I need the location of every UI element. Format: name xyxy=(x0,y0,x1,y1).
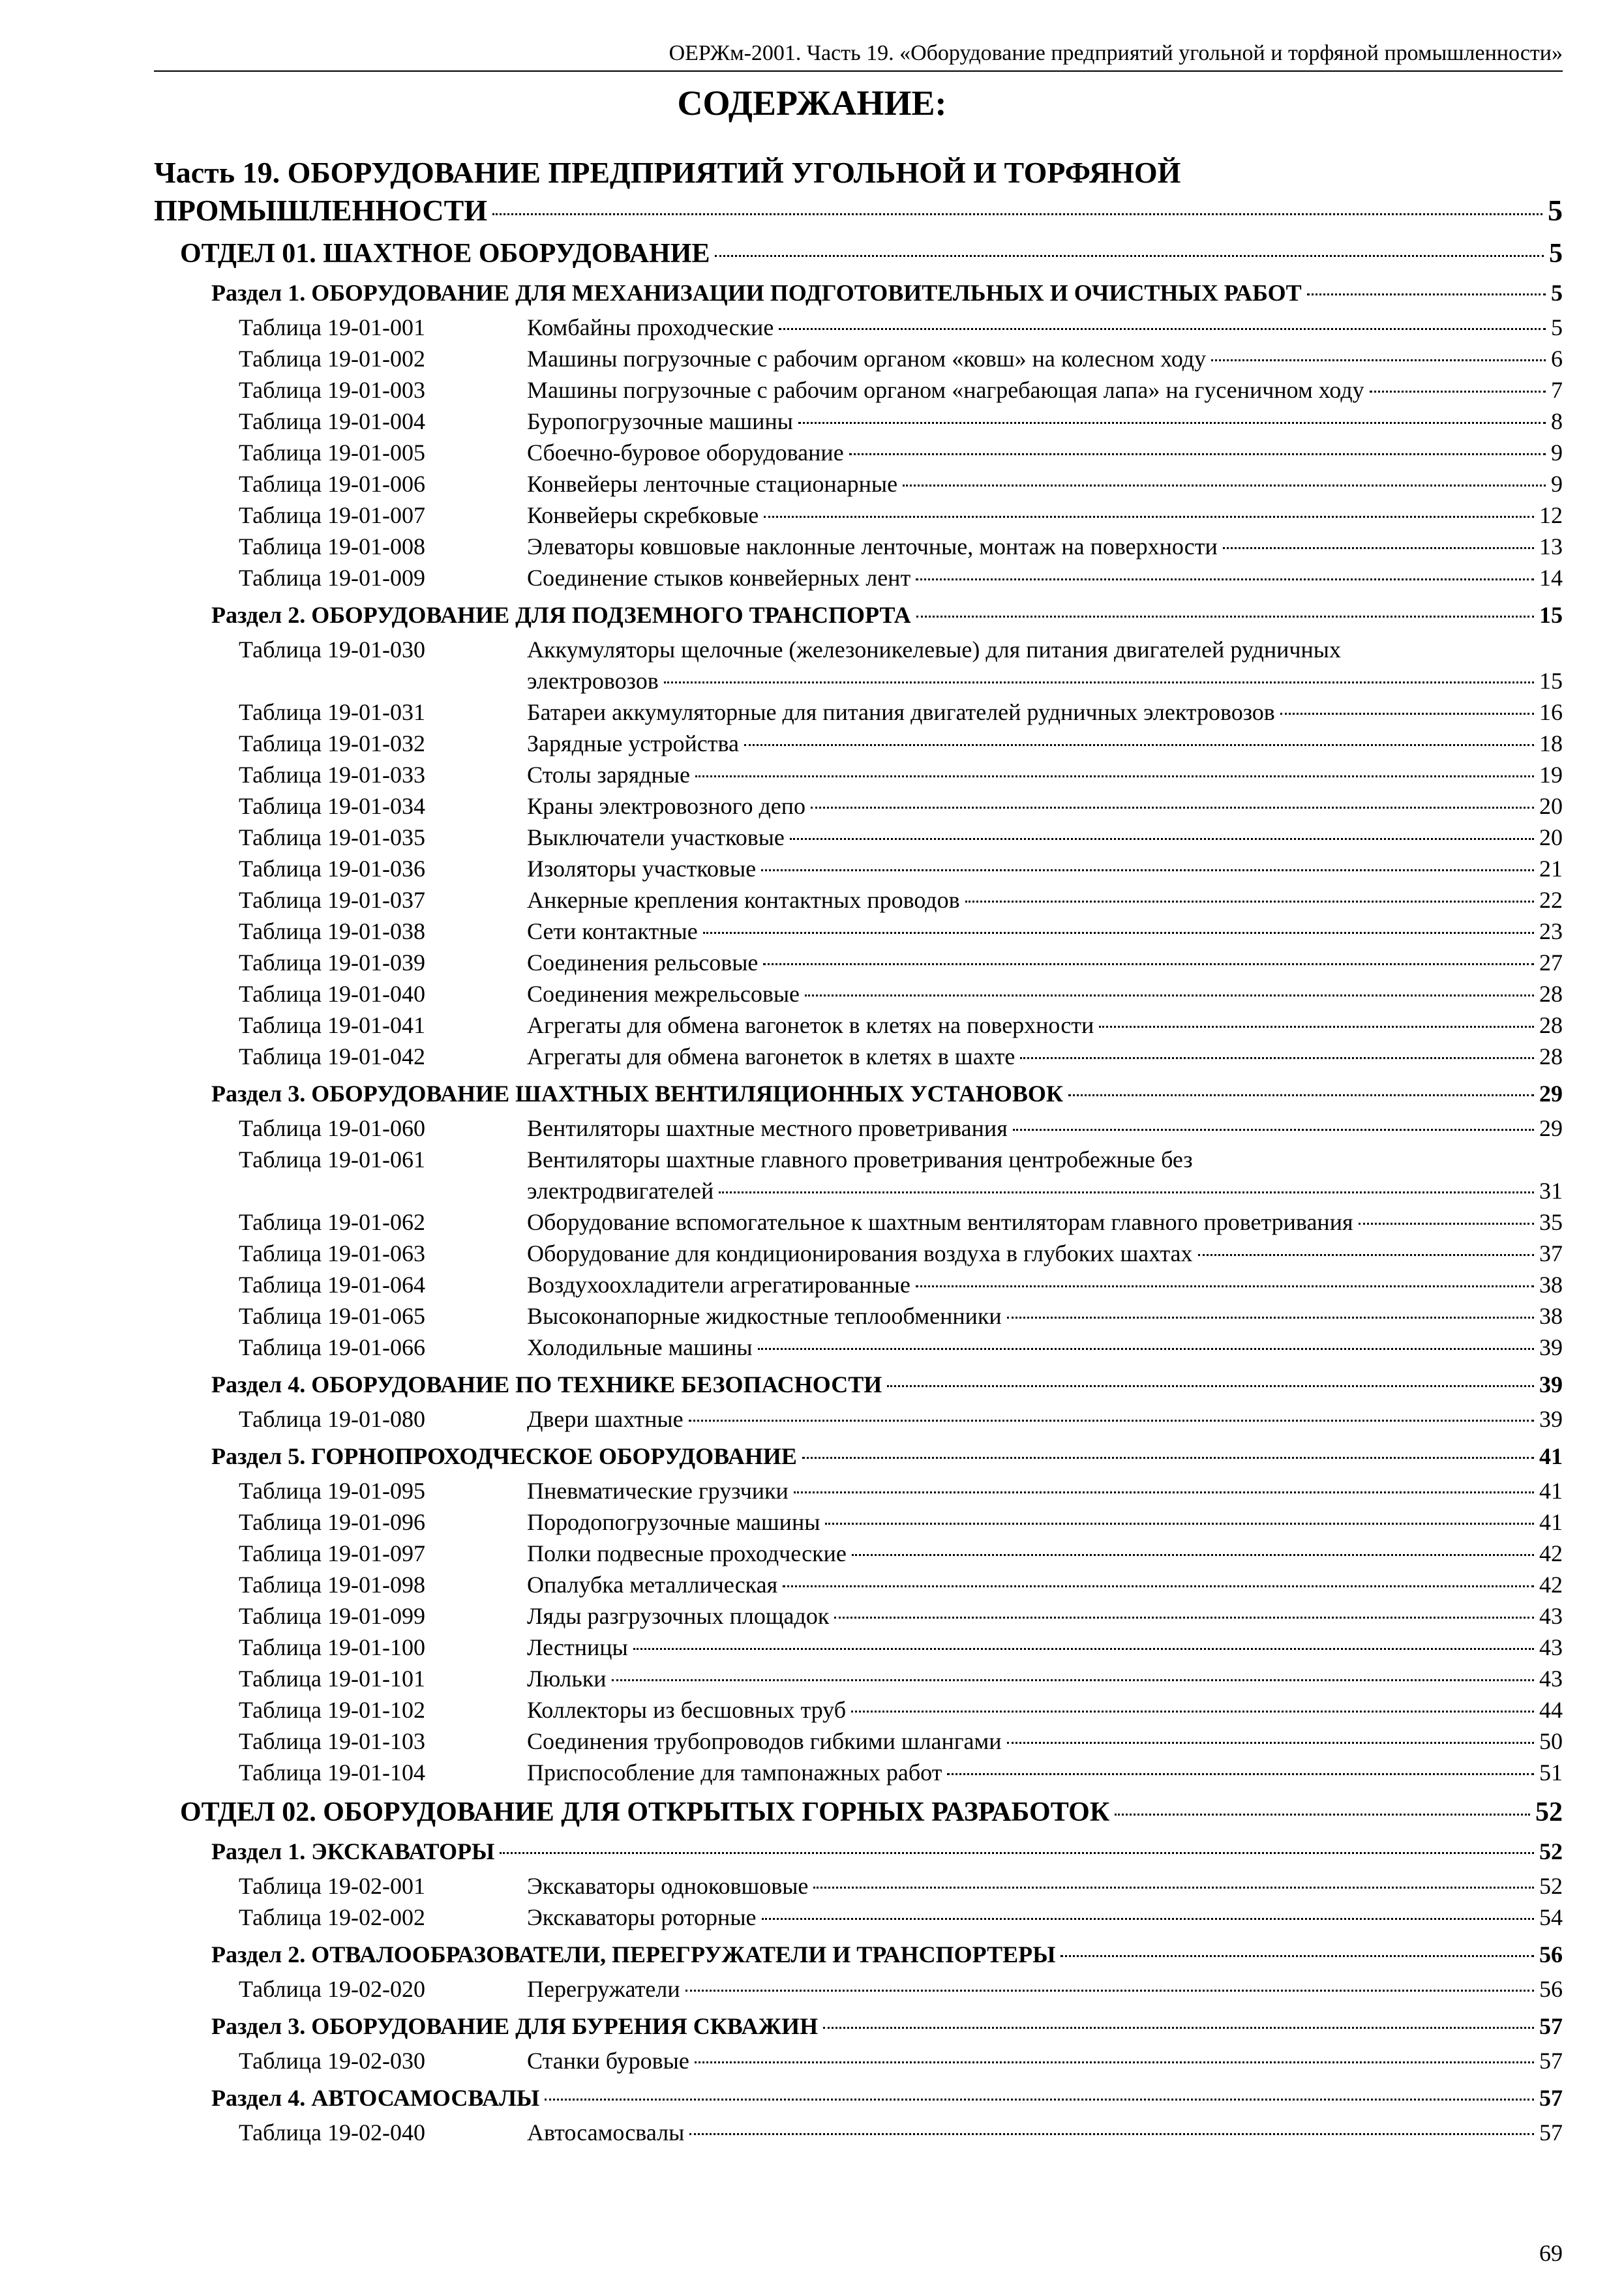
toc-table-title: Станки буровые xyxy=(527,2048,689,2074)
toc-table-title: Воздухоохладители агрегатированные xyxy=(527,1272,910,1298)
toc-table-number: Таблица 19-01-032 xyxy=(239,730,425,756)
toc-table-row[interactable] xyxy=(239,312,1563,343)
leader-dots xyxy=(1307,293,1546,295)
toc-otdel-01[interactable] xyxy=(180,236,1563,271)
toc-page-number: 31 xyxy=(1539,1178,1563,1204)
toc-table-title: Полки подвесные проходческие xyxy=(527,1540,847,1566)
toc-table-row[interactable] xyxy=(239,1010,1563,1041)
toc-table-number: Таблица 19-01-063 xyxy=(239,1240,425,1266)
toc-table-number: Таблица 19-01-008 xyxy=(239,533,425,560)
toc-table-title: Породопогрузочные машины xyxy=(527,1509,820,1535)
toc-page-number: 56 xyxy=(1539,1941,1563,1967)
toc-table-title: Конвейеры скребковые xyxy=(527,502,759,528)
toc-page-number: 7 xyxy=(1551,377,1563,403)
leader-dots xyxy=(903,485,1546,486)
toc-table-row[interactable] xyxy=(239,728,1563,759)
leader-dots xyxy=(633,1648,1534,1650)
toc-table-number: Таблица 19-01-005 xyxy=(239,440,425,466)
toc-page-number: 51 xyxy=(1539,1759,1563,1786)
leader-dots xyxy=(849,453,1546,455)
toc-table-row[interactable] xyxy=(239,1144,1563,1206)
toc-table-title: Высоконапорные жидкостные теплообменники xyxy=(527,1303,1002,1329)
toc-table-row[interactable] xyxy=(239,759,1563,790)
toc-table-row[interactable] xyxy=(239,1757,1563,1788)
toc-page-number: 52 xyxy=(1539,1873,1563,1899)
toc-part-title-line1: Часть 19. ОБОРУДОВАНИЕ ПРЕДПРИЯТИЙ УГОЛЬНОЙ И ТОРФЯНОЙ xyxy=(154,156,1181,189)
toc-table-title: Комбайны проходческие xyxy=(527,314,774,340)
leader-dots xyxy=(811,807,1534,809)
leader-dots xyxy=(779,328,1546,330)
toc-page-number: 6 xyxy=(1551,346,1563,372)
toc-page-number: 41 xyxy=(1539,1443,1563,1469)
toc-page-number: 57 xyxy=(1539,2013,1563,2039)
toc-table-row[interactable] xyxy=(239,853,1563,884)
toc-table-row[interactable] xyxy=(239,500,1563,531)
toc-table-row[interactable] xyxy=(239,531,1563,562)
toc-table-title: Батареи аккумуляторные для питания двигателей рудничных электровозов xyxy=(527,699,1275,725)
leader-dots xyxy=(1068,1094,1534,1096)
leader-dots xyxy=(762,1918,1535,1920)
toc-page-number: 9 xyxy=(1551,471,1563,497)
toc-table-row[interactable] xyxy=(239,374,1563,406)
leader-dots xyxy=(1280,713,1534,715)
leader-dots xyxy=(715,255,1544,257)
toc-table-row[interactable] xyxy=(239,2045,1563,2076)
toc-otdel-title: ОТДЕЛ 02. ОБОРУДОВАНИЕ ДЛЯ ОТКРЫТЫХ ГОРНЫХ РАЗРАБОТОК xyxy=(180,1797,1110,1827)
toc-table-title: Оборудование для кондиционирования воздуха в глубоких шахтах xyxy=(527,1240,1193,1266)
leader-dots xyxy=(1223,547,1534,549)
leader-dots xyxy=(689,2133,1534,2135)
toc-table-row[interactable] xyxy=(239,1538,1563,1569)
toc-table-number: Таблица 19-01-034 xyxy=(239,793,425,819)
toc-table-number: Таблица 19-01-002 xyxy=(239,346,425,372)
leader-dots xyxy=(703,932,1534,934)
leader-dots xyxy=(1099,1026,1534,1028)
toc-razdel-01-4[interactable] xyxy=(211,1369,1563,1399)
toc-table-title: Ляды разгрузочных площадок xyxy=(527,1603,830,1629)
toc-page-number: 52 xyxy=(1535,1797,1563,1827)
table-of-contents xyxy=(154,154,1563,2148)
toc-table-row[interactable] xyxy=(239,1902,1563,1933)
leader-dots xyxy=(695,775,1534,777)
toc-table-number: Таблица 19-02-002 xyxy=(239,1904,425,1930)
toc-page-number: 5 xyxy=(1551,314,1563,340)
toc-table-number: Таблица 19-01-006 xyxy=(239,471,425,497)
toc-razdel-01-2[interactable] xyxy=(211,600,1563,630)
leader-dots xyxy=(1115,1814,1530,1816)
leader-dots xyxy=(545,2099,1534,2101)
toc-table-title: Экскаваторы роторные xyxy=(527,1904,757,1930)
toc-page-number: 54 xyxy=(1539,1904,1563,1930)
toc-otdel-title: ОТДЕЛ 01. ШАХТНОЕ ОБОРУДОВАНИЕ xyxy=(180,239,710,269)
leader-dots xyxy=(813,1887,1534,1889)
toc-table-title: Элеваторы ковшовые наклонные ленточные, монтаж на поверхности xyxy=(527,533,1218,560)
toc-page-number: 57 xyxy=(1539,2119,1563,2146)
toc-table-title: Перегружатели xyxy=(527,1976,680,2002)
leader-dots xyxy=(492,213,1542,215)
toc-table-row[interactable] xyxy=(239,1269,1563,1300)
leader-dots xyxy=(965,901,1534,903)
leader-dots xyxy=(805,995,1534,996)
toc-part[interactable] xyxy=(154,154,1563,230)
toc-page-number: 12 xyxy=(1539,502,1563,528)
toc-table-number: Таблица 19-01-037 xyxy=(239,887,425,913)
toc-page-number: 38 xyxy=(1539,1303,1563,1329)
toc-page-number: 43 xyxy=(1539,1634,1563,1660)
toc-page-number: 15 xyxy=(1539,668,1563,694)
toc-page-number: 13 xyxy=(1539,533,1563,560)
leader-dots xyxy=(916,1285,1534,1287)
toc-table-row[interactable] xyxy=(239,1726,1563,1757)
toc-table-number: Таблица 19-01-061 xyxy=(239,1146,425,1173)
leader-dots xyxy=(1198,1254,1535,1256)
toc-table-number: Таблица 19-01-062 xyxy=(239,1209,425,1235)
toc-page-number: 42 xyxy=(1539,1540,1563,1566)
toc-razdel-title: Раздел 5. ГОРНОПРОХОДЧЕСКОЕ ОБОРУДОВАНИЕ xyxy=(211,1443,797,1469)
toc-table-number: Таблица 19-02-030 xyxy=(239,2048,425,2074)
toc-table-row[interactable] xyxy=(239,1113,1563,1144)
toc-table-number: Таблица 19-01-103 xyxy=(239,1728,425,1754)
toc-page-number: 15 xyxy=(1539,602,1563,628)
toc-table-title: Двери шахтные xyxy=(527,1406,684,1432)
toc-page-number: 43 xyxy=(1539,1666,1563,1692)
toc-page-number: 27 xyxy=(1539,950,1563,976)
toc-page-number: 44 xyxy=(1539,1697,1563,1723)
toc-table-number: Таблица 19-01-098 xyxy=(239,1572,425,1598)
toc-page-number: 14 xyxy=(1539,565,1563,591)
toc-razdel-title: Раздел 4. АВТОСАМОСВАЛЫ xyxy=(211,2085,540,2111)
toc-table-row[interactable] xyxy=(239,978,1563,1010)
toc-page-number: 41 xyxy=(1539,1478,1563,1504)
leader-dots xyxy=(852,1554,1534,1556)
toc-table-number: Таблица 19-01-033 xyxy=(239,762,425,788)
leader-dots xyxy=(798,422,1546,424)
leader-dots xyxy=(689,1420,1534,1422)
toc-table-title: Соединения рельсовые xyxy=(527,950,759,976)
toc-page-number: 57 xyxy=(1539,2048,1563,2074)
toc-table-number: Таблица 19-01-042 xyxy=(239,1043,425,1070)
toc-page-number: 39 xyxy=(1539,1371,1563,1398)
toc-page-number: 16 xyxy=(1539,699,1563,725)
toc-table-number: Таблица 19-02-040 xyxy=(239,2119,425,2146)
toc-table-row[interactable] xyxy=(239,562,1563,593)
leader-dots xyxy=(1060,1955,1534,1957)
leader-dots xyxy=(1007,1317,1534,1319)
toc-table-number: Таблица 19-01-060 xyxy=(239,1115,425,1141)
toc-table-row[interactable] xyxy=(239,1600,1563,1632)
leader-dots xyxy=(719,1191,1534,1193)
toc-table-title: Столы зарядные xyxy=(527,762,690,788)
toc-razdel-title: Раздел 1. ЭКСКАВАТОРЫ xyxy=(211,1838,495,1864)
leader-dots xyxy=(612,1679,1534,1681)
toc-table-row[interactable] xyxy=(239,1238,1563,1269)
toc-table-number: Таблица 19-01-096 xyxy=(239,1509,425,1535)
leader-dots xyxy=(664,681,1534,683)
toc-table-row[interactable] xyxy=(239,916,1563,947)
toc-table-title-line2: электровозов xyxy=(527,668,659,694)
leader-dots xyxy=(834,1617,1534,1619)
toc-table-title: Анкерные крепления контактных проводов xyxy=(527,887,960,913)
toc-razdel-title: Раздел 3. ОБОРУДОВАНИЕ ШАХТНЫХ ВЕНТИЛЯЦИОННЫХ УСТАНОВОК xyxy=(211,1081,1064,1107)
toc-table-title: Зарядные устройства xyxy=(527,730,739,756)
toc-part-title-line2: ПРОМЫШЛЕННОСТИ xyxy=(154,194,488,227)
toc-table-number: Таблица 19-01-004 xyxy=(239,408,425,434)
toc-table-row[interactable] xyxy=(239,1870,1563,1902)
toc-razdel-01-1[interactable] xyxy=(211,278,1563,308)
toc-table-number: Таблица 19-01-064 xyxy=(239,1272,425,1298)
leader-dots xyxy=(916,578,1534,580)
toc-table-title: Люльки xyxy=(527,1666,607,1692)
toc-table-row[interactable] xyxy=(239,1300,1563,1332)
toc-table-title: Краны электровозного депо xyxy=(527,793,806,819)
toc-table-number: Таблица 19-01-003 xyxy=(239,377,425,403)
toc-table-row[interactable] xyxy=(239,1663,1563,1694)
toc-table-row[interactable] xyxy=(239,1332,1563,1363)
toc-razdel-02-1[interactable] xyxy=(211,1836,1563,1866)
toc-page-number: 41 xyxy=(1539,1509,1563,1535)
toc-table-row[interactable] xyxy=(239,468,1563,500)
toc-table-row[interactable] xyxy=(239,1506,1563,1538)
toc-table-title: Конвейеры ленточные стационарные xyxy=(527,471,898,497)
toc-page-number: 29 xyxy=(1539,1081,1563,1107)
toc-table-title: Агрегаты для обмена вагонеток в клетях на поверхности xyxy=(527,1012,1094,1038)
toc-table-title: Лестницы xyxy=(527,1634,628,1660)
leader-dots xyxy=(758,1348,1534,1350)
toc-table-title: Автосамосвалы xyxy=(527,2119,685,2146)
leader-dots xyxy=(825,1523,1534,1525)
toc-page-number: 20 xyxy=(1539,793,1563,819)
toc-table-row[interactable] xyxy=(239,696,1563,728)
toc-table-title: Сбоечно-буровое оборудование xyxy=(527,440,844,466)
toc-table-row[interactable] xyxy=(239,343,1563,374)
toc-table-title: Соединения межрельсовые xyxy=(527,981,800,1007)
toc-table-title: Соединение стыков конвейерных лент xyxy=(527,565,911,591)
toc-table-number: Таблица 19-01-101 xyxy=(239,1666,425,1692)
toc-table-title-line1: Аккумуляторы щелочные (железоникелевые) для питания двигателей рудничных xyxy=(527,636,1341,663)
toc-table-title: Буропогрузочные машины xyxy=(527,408,793,434)
toc-table-title: Машины погрузочные с рабочим органом «ковш» на колесном ходу xyxy=(527,346,1207,372)
toc-table-row[interactable] xyxy=(239,884,1563,916)
toc-table-number: Таблица 19-01-041 xyxy=(239,1012,425,1038)
toc-page-number: 28 xyxy=(1539,1043,1563,1070)
toc-table-number: Таблица 19-01-095 xyxy=(239,1478,425,1504)
toc-table-title: Холодильные машины xyxy=(527,1334,753,1360)
toc-table-number: Таблица 19-01-099 xyxy=(239,1603,425,1629)
toc-table-row[interactable] xyxy=(239,1632,1563,1663)
toc-table-row[interactable] xyxy=(239,406,1563,437)
toc-razdel-title: Раздел 1. ОБОРУДОВАНИЕ ДЛЯ МЕХАНИЗАЦИИ ПОДГОТОВИТЕЛЬНЫХ И ОЧИСТНЫХ РАБОТ xyxy=(211,280,1302,306)
toc-table-number: Таблица 19-01-080 xyxy=(239,1406,425,1432)
toc-page-number: 50 xyxy=(1539,1728,1563,1754)
toc-table-number: Таблица 19-01-031 xyxy=(239,699,425,725)
toc-table-title-line2: электродвигателей xyxy=(527,1178,714,1204)
toc-razdel-02-2[interactable] xyxy=(211,1939,1563,1969)
toc-page-number: 35 xyxy=(1539,1209,1563,1235)
toc-table-number: Таблица 19-01-097 xyxy=(239,1540,425,1566)
toc-table-title: Сети контактные xyxy=(527,918,698,944)
toc-razdel-title: Раздел 2. ОБОРУДОВАНИЕ ДЛЯ ПОДЗЕМНОГО ТРАНСПОРТА xyxy=(211,602,911,628)
toc-page-number: 5 xyxy=(1548,194,1563,227)
leader-dots xyxy=(764,516,1534,518)
toc-table-title: Коллекторы из бесшовных труб xyxy=(527,1697,847,1723)
leader-dots xyxy=(802,1457,1534,1459)
page-number: 69 xyxy=(1539,2240,1563,2266)
toc-table-number: Таблица 19-02-001 xyxy=(239,1873,425,1899)
toc-table-number: Таблица 19-02-020 xyxy=(239,1976,425,2002)
toc-table-number: Таблица 19-01-038 xyxy=(239,918,425,944)
toc-table-number: Таблица 19-01-040 xyxy=(239,981,425,1007)
toc-otdel-02[interactable] xyxy=(180,1795,1563,1830)
toc-page-number: 18 xyxy=(1539,730,1563,756)
toc-page-number: 39 xyxy=(1539,1406,1563,1432)
toc-table-title: Пневматические грузчики xyxy=(527,1478,789,1504)
toc-table-number: Таблица 19-01-036 xyxy=(239,856,425,882)
toc-table-number: Таблица 19-01-104 xyxy=(239,1759,425,1786)
toc-table-number: Таблица 19-01-035 xyxy=(239,824,425,850)
leader-dots xyxy=(1370,391,1546,393)
leader-dots xyxy=(761,869,1534,871)
toc-table-number: Таблица 19-01-066 xyxy=(239,1334,425,1360)
leader-dots xyxy=(947,1773,1534,1775)
toc-table-row[interactable] xyxy=(239,2117,1563,2148)
toc-page-number: 57 xyxy=(1539,2085,1563,2111)
leader-dots xyxy=(887,1385,1534,1387)
toc-table-title: Машины погрузочные с рабочим органом «нагребающая лапа» на гусеничном ходу xyxy=(527,377,1364,403)
leader-dots xyxy=(763,963,1534,965)
toc-table-title: Приспособление для тампонажных работ xyxy=(527,1759,942,1786)
leader-dots xyxy=(1020,1057,1534,1059)
toc-razdel-01-5[interactable] xyxy=(211,1441,1563,1471)
leader-dots xyxy=(500,1852,1534,1854)
toc-table-row[interactable] xyxy=(239,634,1563,696)
toc-table-row[interactable] xyxy=(239,1973,1563,2005)
toc-table-row[interactable] xyxy=(239,1694,1563,1726)
running-header: ОЕРЖм-2001. Часть 19. «Оборудование предприятий угольной и торфяной промышленности» xyxy=(669,41,1563,65)
toc-table-row[interactable] xyxy=(239,947,1563,978)
toc-page-number: 28 xyxy=(1539,1012,1563,1038)
toc-table-row[interactable] xyxy=(239,790,1563,822)
toc-table-title: Оборудование вспомогательное к шахтным вентиляторам главного проветривания xyxy=(527,1209,1353,1235)
toc-page-number: 28 xyxy=(1539,981,1563,1007)
page-title: СОДЕРЖАНИЕ: xyxy=(677,83,947,123)
toc-table-row[interactable] xyxy=(239,1475,1563,1506)
leader-dots xyxy=(1013,1129,1534,1131)
leader-dots xyxy=(916,616,1534,618)
toc-page-number: 37 xyxy=(1539,1240,1563,1266)
toc-razdel-title: Раздел 4. ОБОРУДОВАНИЕ ПО ТЕХНИКЕ БЕЗОПАСНОСТИ xyxy=(211,1371,882,1398)
leader-dots xyxy=(744,744,1534,746)
toc-page-number: 5 xyxy=(1551,280,1563,306)
leader-dots xyxy=(794,1491,1534,1493)
toc-razdel-02-3[interactable] xyxy=(211,2011,1563,2041)
toc-page-number: 5 xyxy=(1549,239,1563,269)
toc-table-row[interactable] xyxy=(239,822,1563,853)
toc-page-number: 39 xyxy=(1539,1334,1563,1360)
toc-page-number: 38 xyxy=(1539,1272,1563,1298)
header-rule xyxy=(154,70,1563,72)
leader-dots xyxy=(790,838,1534,840)
toc-table-title: Вентиляторы шахтные местного проветривания xyxy=(527,1115,1008,1141)
toc-table-title: Опалубка металлическая xyxy=(527,1572,778,1598)
toc-page-number: 23 xyxy=(1539,918,1563,944)
toc-page-number: 43 xyxy=(1539,1603,1563,1629)
toc-table-row[interactable] xyxy=(239,1569,1563,1600)
toc-page-number: 56 xyxy=(1539,1976,1563,2002)
toc-table-title: Агрегаты для обмена вагонеток в клетях в шахте xyxy=(527,1043,1015,1070)
leader-dots xyxy=(851,1711,1534,1713)
toc-page-number: 8 xyxy=(1551,408,1563,434)
toc-page-number: 21 xyxy=(1539,856,1563,882)
toc-table-number: Таблица 19-01-030 xyxy=(239,636,425,663)
leader-dots xyxy=(1007,1742,1534,1744)
toc-table-number: Таблица 19-01-007 xyxy=(239,502,425,528)
toc-razdel-title: Раздел 2. ОТВАЛООБРАЗОВАТЕЛИ, ПЕРЕГРУЖАТЕЛИ И ТРАНСПОРТЕРЫ xyxy=(211,1941,1056,1967)
toc-table-number: Таблица 19-01-001 xyxy=(239,314,425,340)
toc-table-number: Таблица 19-01-009 xyxy=(239,565,425,591)
toc-page-number: 9 xyxy=(1551,440,1563,466)
toc-page-number: 42 xyxy=(1539,1572,1563,1598)
toc-table-title: Выключатели участковые xyxy=(527,824,785,850)
toc-table-title: Соединения трубопроводов гибкими шлангами xyxy=(527,1728,1002,1754)
toc-page-number: 19 xyxy=(1539,762,1563,788)
toc-page-number: 20 xyxy=(1539,824,1563,850)
toc-table-row[interactable] xyxy=(239,1041,1563,1072)
toc-table-number: Таблица 19-01-100 xyxy=(239,1634,425,1660)
toc-table-title: Экскаваторы одноковшовые xyxy=(527,1873,809,1899)
leader-dots xyxy=(1211,359,1546,361)
toc-table-title: Изоляторы участковые xyxy=(527,856,757,882)
leader-dots xyxy=(1359,1223,1534,1225)
toc-table-row[interactable] xyxy=(239,437,1563,468)
toc-table-number: Таблица 19-01-102 xyxy=(239,1697,425,1723)
toc-razdel-02-4[interactable] xyxy=(211,2083,1563,2113)
toc-table-number: Таблица 19-01-065 xyxy=(239,1303,425,1329)
toc-page-number: 52 xyxy=(1539,1838,1563,1864)
leader-dots xyxy=(783,1585,1534,1587)
toc-razdel-01-3[interactable] xyxy=(211,1079,1563,1109)
toc-table-title-line1: Вентиляторы шахтные главного проветривания центробежные без xyxy=(527,1146,1193,1173)
toc-table-number: Таблица 19-01-039 xyxy=(239,950,425,976)
leader-dots xyxy=(823,2027,1534,2029)
toc-razdel-title: Раздел 3. ОБОРУДОВАНИЕ ДЛЯ БУРЕНИЯ СКВАЖИН xyxy=(211,2013,819,2039)
toc-page-number: 29 xyxy=(1539,1115,1563,1141)
leader-dots xyxy=(685,1990,1534,1992)
toc-page-number: 22 xyxy=(1539,887,1563,913)
toc-table-row[interactable] xyxy=(239,1206,1563,1238)
leader-dots xyxy=(695,2061,1534,2063)
toc-table-row[interactable] xyxy=(239,1403,1563,1435)
